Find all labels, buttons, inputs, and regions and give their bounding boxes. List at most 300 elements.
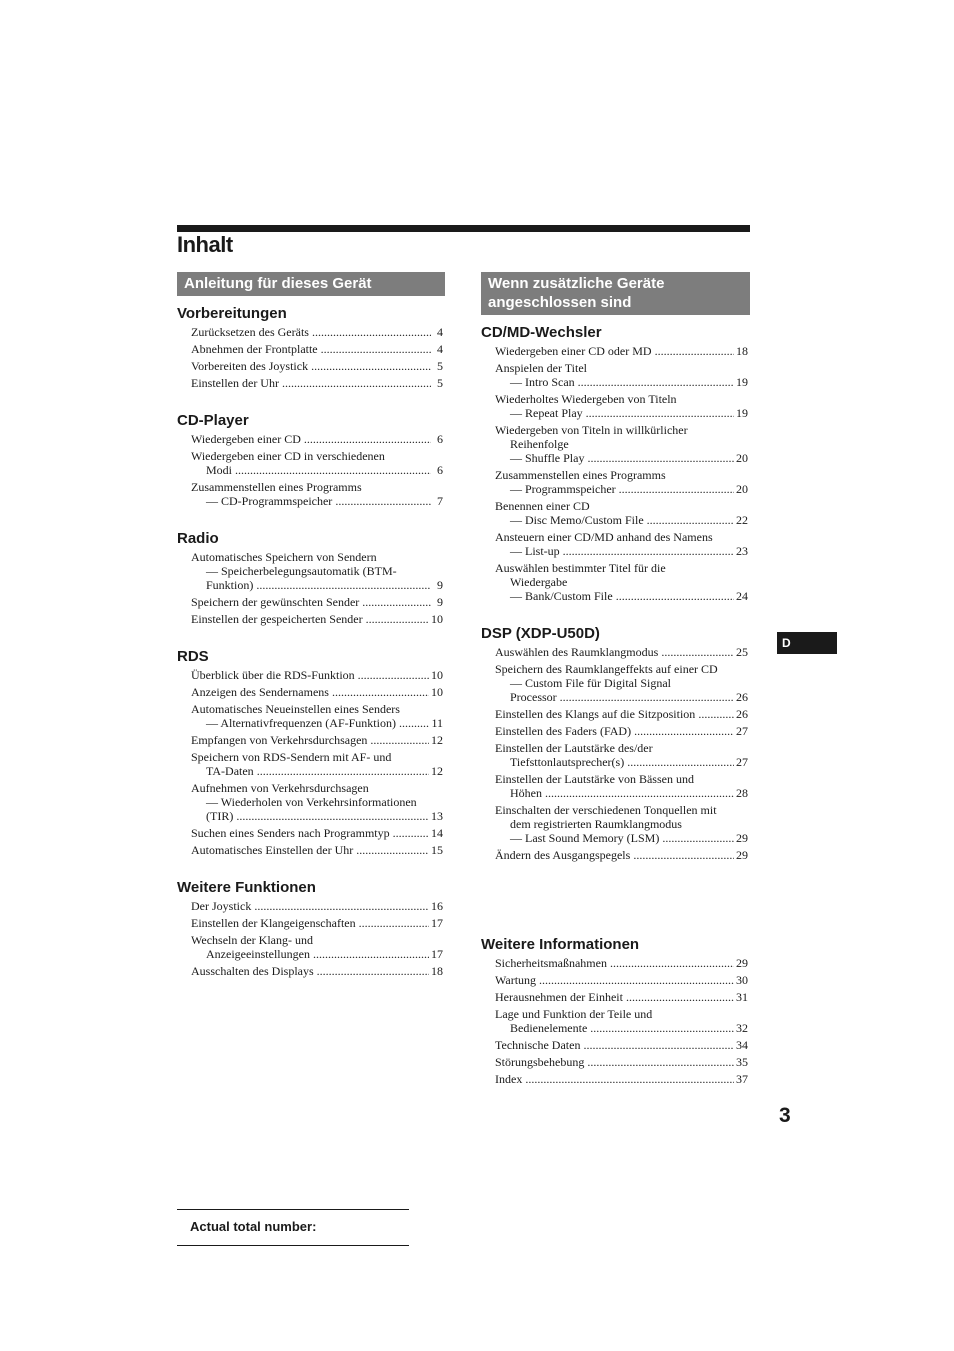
toc-section bbox=[177, 648, 445, 857]
toc-section bbox=[177, 530, 445, 626]
toc-entry bbox=[191, 685, 443, 699]
toc-leader-dots bbox=[586, 406, 734, 420]
toc-entry-line bbox=[495, 817, 748, 831]
toc-entry-text: Wiederholtes Wiedergeben von Titeln bbox=[495, 392, 677, 406]
toc-page-number: 35 bbox=[736, 1055, 748, 1069]
toc-leader-dots bbox=[634, 724, 734, 738]
toc-entry-line bbox=[495, 499, 748, 513]
page-title: Inhalt bbox=[177, 232, 233, 257]
right-column bbox=[481, 272, 750, 1108]
toc-leader-dots bbox=[627, 755, 734, 769]
toc-entry-line bbox=[495, 690, 748, 704]
toc-entry bbox=[495, 561, 748, 603]
toc-entry-line bbox=[495, 1055, 748, 1069]
toc-entry bbox=[191, 595, 443, 609]
toc-page-number: 18 bbox=[431, 964, 443, 978]
toc-entry-text: Einstellen der gespeicherten Sender bbox=[191, 612, 363, 626]
toc-page-number: 9 bbox=[437, 578, 443, 592]
toc-entry-line bbox=[191, 750, 443, 764]
toc-entry-line bbox=[191, 795, 443, 809]
toc-leader-dots bbox=[583, 1038, 734, 1052]
toc-entry-text: Benennen einer CD bbox=[495, 499, 590, 513]
toc-leader-dots bbox=[313, 947, 429, 961]
toc-page-number: 10 bbox=[431, 685, 443, 699]
toc-entry-text: dem registrierten Raumklangmodus bbox=[510, 817, 682, 831]
toc-page-number: 12 bbox=[431, 733, 443, 747]
toc-page-number: 10 bbox=[431, 612, 443, 626]
toc-entry-text: Herausnehmen der Einheit bbox=[495, 990, 623, 1004]
toc-page-number: 5 bbox=[437, 359, 443, 373]
toc-entry-text: — List-up bbox=[510, 544, 560, 558]
toc-leader-dots bbox=[256, 578, 431, 592]
toc-entry bbox=[495, 499, 748, 527]
toc-entry-text: Ansteuern einer CD/MD anhand des Namens bbox=[495, 530, 713, 544]
toc-entry-line bbox=[495, 375, 748, 389]
toc-entry-line bbox=[191, 359, 443, 373]
toc-page-number: 27 bbox=[736, 755, 748, 769]
toc-page-number: 22 bbox=[736, 513, 748, 527]
section-title: CD/MD-Wechsler bbox=[481, 324, 602, 341]
toc-entry bbox=[191, 733, 443, 747]
right-banner-line-2: angeschlossen sind bbox=[488, 294, 632, 311]
toc-leader-dots bbox=[370, 733, 429, 747]
section-title: RDS bbox=[177, 648, 209, 665]
toc-entry-text: Ausschalten des Displays bbox=[191, 964, 314, 978]
toc-leader-dots bbox=[236, 809, 429, 823]
toc-entry-text: Wiedergeben einer CD in verschiedenen bbox=[191, 449, 385, 463]
toc-entry-line bbox=[191, 668, 443, 682]
toc-entry-text: Technische Daten bbox=[495, 1038, 581, 1052]
toc-entry bbox=[191, 342, 443, 356]
toc-entry-text: — Intro Scan bbox=[510, 375, 575, 389]
toc-entry-text: — Speicherbelegungsautomatik (BTM- bbox=[206, 564, 397, 578]
toc-leader-dots bbox=[317, 964, 429, 978]
toc-page-number: 18 bbox=[736, 344, 748, 358]
toc-leader-dots bbox=[545, 786, 734, 800]
toc-section bbox=[481, 324, 750, 603]
toc-entry-line bbox=[495, 741, 748, 755]
toc-entry-text: Automatisches Neueinstellen eines Senders bbox=[191, 702, 400, 716]
toc-entry-line bbox=[191, 809, 443, 823]
toc-entry-text: Tiefsttonlautsprecher(s) bbox=[510, 755, 625, 769]
toc-page-number: 12 bbox=[431, 764, 443, 778]
toc-leader-dots bbox=[257, 764, 429, 778]
toc-entry-text: Modi bbox=[206, 463, 233, 477]
toc-page-number: 10 bbox=[431, 668, 443, 682]
left-column bbox=[177, 272, 445, 1000]
toc-entry-line bbox=[191, 947, 443, 961]
toc-entry bbox=[191, 449, 443, 477]
toc-leader-dots bbox=[332, 685, 429, 699]
toc-page-number: 29 bbox=[736, 831, 748, 845]
toc-entry-text: — Bank/Custom File bbox=[510, 589, 613, 603]
section-title: CD-Player bbox=[177, 412, 249, 429]
toc-entry-line bbox=[495, 831, 748, 845]
toc-entry-line bbox=[191, 826, 443, 840]
toc-page-number: 17 bbox=[431, 916, 443, 930]
toc-entry-line bbox=[495, 406, 748, 420]
toc-entry-text: Auswählen des Raumklangmodus bbox=[495, 645, 659, 659]
toc-leader-dots bbox=[362, 595, 431, 609]
toc-entry-line bbox=[191, 899, 443, 913]
toc-entry-line bbox=[191, 685, 443, 699]
section-title: DSP (XDP-U50D) bbox=[481, 625, 600, 642]
toc-entry-line bbox=[495, 544, 748, 558]
toc-entry bbox=[495, 990, 748, 1004]
toc-entry-text: Störungsbehebung bbox=[495, 1055, 585, 1069]
toc-page-number: 27 bbox=[736, 724, 748, 738]
toc-page-number: 6 bbox=[437, 432, 443, 446]
toc-leader-dots bbox=[647, 513, 734, 527]
toc-entry-text: Suchen eines Senders nach Programmtyp bbox=[191, 826, 390, 840]
toc-entry bbox=[495, 848, 748, 862]
toc-entry bbox=[495, 724, 748, 738]
toc-entry-line bbox=[191, 432, 443, 446]
toc-entry-line bbox=[191, 612, 443, 626]
toc-page-number: 19 bbox=[736, 375, 748, 389]
toc-section bbox=[481, 625, 750, 862]
toc-section bbox=[177, 412, 445, 508]
toc-page-number: 14 bbox=[431, 826, 443, 840]
toc-entry-line bbox=[191, 781, 443, 795]
toc-entry-line bbox=[495, 662, 748, 676]
right-banner-line-1: Wenn zusätzliche Geräte bbox=[488, 275, 665, 292]
toc-leader-dots bbox=[312, 325, 431, 339]
toc-entry bbox=[191, 933, 443, 961]
toc-entry-text: Anzeigeeinstellungen bbox=[206, 947, 310, 961]
toc-entry bbox=[191, 843, 443, 857]
section-title: Weitere Informationen bbox=[481, 936, 640, 953]
toc-entry bbox=[191, 826, 443, 840]
toc-entry-line bbox=[495, 848, 748, 862]
toc-entry bbox=[495, 344, 748, 358]
toc-entry-text: Ändern des Ausgangspegels bbox=[495, 848, 631, 862]
toc-entry-line bbox=[191, 480, 443, 494]
toc-entry bbox=[495, 707, 748, 721]
toc-entry-line bbox=[191, 376, 443, 390]
toc-entry-text: Automatisches Speichern von Sendern bbox=[191, 550, 377, 564]
language-tab: D bbox=[777, 632, 837, 654]
toc-page-number: 19 bbox=[736, 406, 748, 420]
toc-entry-text: Zusammenstellen eines Programms bbox=[495, 468, 666, 482]
toc-leader-dots bbox=[626, 990, 734, 1004]
toc-entry-text: Einstellen der Lautstärke des/der bbox=[495, 741, 653, 755]
toc-page-number: 24 bbox=[736, 589, 748, 603]
toc-entry bbox=[495, 1007, 748, 1035]
toc-entry-text: — Alternativfrequenzen (AF-Funktion) bbox=[206, 716, 396, 730]
toc-entry-text: Einstellen der Uhr bbox=[191, 376, 279, 390]
toc-entry-text: Automatisches Einstellen der Uhr bbox=[191, 843, 354, 857]
toc-entry bbox=[191, 899, 443, 913]
toc-entry-line bbox=[191, 733, 443, 747]
toc-leader-dots bbox=[560, 690, 734, 704]
toc-section bbox=[177, 305, 445, 390]
toc-leader-dots bbox=[321, 342, 431, 356]
toc-entry-line bbox=[495, 645, 748, 659]
toc-page-number: 17 bbox=[431, 947, 443, 961]
toc-entry-text: — Custom File für Digital Signal bbox=[510, 676, 671, 690]
toc-entry bbox=[191, 376, 443, 390]
toc-page-number: 15 bbox=[431, 843, 443, 857]
toc-entry bbox=[495, 392, 748, 420]
toc-entry-line bbox=[495, 392, 748, 406]
toc-leader-dots bbox=[539, 973, 734, 987]
toc-leader-dots bbox=[356, 843, 429, 857]
toc-entry-text: — Disc Memo/Custom File bbox=[510, 513, 644, 527]
toc-entry-text: Wiedergabe bbox=[510, 575, 568, 589]
toc-page-number: 7 bbox=[437, 494, 443, 508]
toc-entry-line bbox=[191, 702, 443, 716]
toc-page-number: 34 bbox=[736, 1038, 748, 1052]
toc-entry bbox=[191, 750, 443, 778]
toc-entry bbox=[191, 964, 443, 978]
toc-leader-dots bbox=[616, 589, 734, 603]
page-number: 3 bbox=[779, 1104, 791, 1127]
toc-entry-text: Speichern der gewünschten Sender bbox=[191, 595, 360, 609]
toc-entry bbox=[495, 803, 748, 845]
toc-entry-line bbox=[191, 595, 443, 609]
toc-entry-line bbox=[495, 344, 748, 358]
toc-entry-line bbox=[191, 564, 443, 578]
toc-leader-dots bbox=[282, 376, 431, 390]
toc-entry-line bbox=[495, 786, 748, 800]
toc-page-number: 25 bbox=[736, 645, 748, 659]
toc-leader-dots bbox=[633, 848, 734, 862]
toc-entry bbox=[495, 1055, 748, 1069]
toc-entry-line bbox=[191, 463, 443, 477]
toc-entry-text: — CD-Programmspeicher bbox=[206, 494, 333, 508]
toc-page-number: 20 bbox=[736, 482, 748, 496]
left-banner: Anleitung für dieses Gerät bbox=[177, 272, 445, 296]
toc-entry-text: Auswählen bestimmter Titel für die bbox=[495, 561, 666, 575]
toc-entry bbox=[191, 359, 443, 373]
toc-section bbox=[177, 879, 445, 978]
toc-entry-text: Anspielen der Titel bbox=[495, 361, 587, 375]
toc-entry bbox=[495, 1038, 748, 1052]
toc-leader-dots bbox=[358, 668, 429, 682]
toc-leader-dots bbox=[311, 359, 431, 373]
toc-page-number: 32 bbox=[736, 1021, 748, 1035]
toc-entry bbox=[191, 325, 443, 339]
toc-entry-line bbox=[495, 513, 748, 527]
toc-entry-text: Zusammenstellen eines Programms bbox=[191, 480, 362, 494]
toc-entry-line bbox=[495, 423, 748, 437]
toc-entry-text: Reihenfolge bbox=[510, 437, 569, 451]
toc-page-number: 26 bbox=[736, 707, 748, 721]
toc-entry-text: Processor bbox=[510, 690, 557, 704]
toc-entry-line bbox=[495, 1021, 748, 1035]
toc-leader-dots bbox=[366, 612, 429, 626]
section-title: Weitere Funktionen bbox=[177, 879, 316, 896]
toc-leader-dots bbox=[304, 432, 431, 446]
toc-entry-text: Wiedergeben einer CD oder MD bbox=[495, 344, 652, 358]
toc-page-number: 29 bbox=[736, 848, 748, 862]
toc-entry-text: Sicherheitsmaßnahmen bbox=[495, 956, 607, 970]
toc-page-number: 20 bbox=[736, 451, 748, 465]
toc-entry-text: — Repeat Play bbox=[510, 406, 583, 420]
toc-page-number: 13 bbox=[431, 809, 443, 823]
toc-leader-dots bbox=[661, 645, 734, 659]
toc-entry-line bbox=[495, 1072, 748, 1086]
toc-entry bbox=[495, 973, 748, 987]
toc-entry bbox=[191, 668, 443, 682]
toc-entry bbox=[191, 781, 443, 823]
toc-entry-text: Lage und Funktion der Teile und bbox=[495, 1007, 653, 1021]
toc-entry-line bbox=[191, 916, 443, 930]
toc-entry-text: Abnehmen der Frontplatte bbox=[191, 342, 318, 356]
toc-leader-dots bbox=[578, 375, 734, 389]
toc-entry-text: Index bbox=[495, 1072, 523, 1086]
toc-entry bbox=[495, 1072, 748, 1086]
toc-entry bbox=[495, 645, 748, 659]
toc-entry-text: Anzeigen des Sendernamens bbox=[191, 685, 329, 699]
toc-leader-dots bbox=[525, 1072, 734, 1086]
toc-entry-line bbox=[191, 449, 443, 463]
toc-entry bbox=[191, 702, 443, 730]
toc-entry-text: TA-Daten bbox=[206, 764, 254, 778]
toc-entry-text: — Programmspeicher bbox=[510, 482, 616, 496]
right-sections bbox=[481, 324, 750, 1086]
toc-entry bbox=[495, 956, 748, 970]
toc-entry bbox=[191, 550, 443, 592]
toc-entry-text: — Shuffle Play bbox=[510, 451, 585, 465]
toc-entry-line bbox=[495, 1007, 748, 1021]
toc-leader-dots bbox=[393, 826, 429, 840]
toc-entry bbox=[495, 361, 748, 389]
toc-leader-dots bbox=[587, 1055, 734, 1069]
toc-leader-dots bbox=[254, 899, 429, 913]
toc-entry-text: Wiedergeben einer CD bbox=[191, 432, 301, 446]
toc-entry-line bbox=[495, 956, 748, 970]
top-rule bbox=[177, 225, 750, 232]
toc-leader-dots bbox=[698, 707, 734, 721]
toc-entry-line bbox=[495, 707, 748, 721]
toc-entry-text: Wartung bbox=[495, 973, 537, 987]
toc-entry-text: — Wiederholen von Verkehrsinformationen bbox=[206, 795, 417, 809]
toc-page-number: 30 bbox=[736, 973, 748, 987]
toc-entry-line bbox=[191, 933, 443, 947]
toc-page-number: 6 bbox=[437, 463, 443, 477]
toc-entry-line bbox=[191, 964, 443, 978]
right-banner bbox=[481, 272, 750, 315]
toc-entry bbox=[191, 612, 443, 626]
toc-page-number: 11 bbox=[431, 716, 443, 730]
toc-entry-line bbox=[495, 451, 748, 465]
footer-label: Actual total number: bbox=[190, 1219, 317, 1234]
toc-entry bbox=[495, 741, 748, 769]
toc-entry-line bbox=[495, 772, 748, 786]
toc-leader-dots bbox=[587, 451, 734, 465]
toc-entry-line bbox=[191, 578, 443, 592]
toc-entry-text: Zurücksetzen des Geräts bbox=[191, 325, 309, 339]
toc-entry-line bbox=[495, 361, 748, 375]
toc-entry-text: Wiedergeben von Titeln in willkürlicher bbox=[495, 423, 688, 437]
toc-leader-dots bbox=[399, 716, 429, 730]
toc-page-number: 37 bbox=[736, 1072, 748, 1086]
toc-entry-line bbox=[495, 575, 748, 589]
section-title: Radio bbox=[177, 530, 219, 547]
toc-page-number: 4 bbox=[437, 342, 443, 356]
toc-entry-text: Höhen bbox=[510, 786, 542, 800]
toc-page-number: 4 bbox=[437, 325, 443, 339]
toc-entry-line bbox=[495, 755, 748, 769]
toc-page-number: 23 bbox=[736, 544, 748, 558]
toc-entry-text: — Last Sound Memory (LSM) bbox=[510, 831, 660, 845]
toc-entry-line bbox=[495, 676, 748, 690]
toc-page-number: 9 bbox=[437, 595, 443, 609]
toc-leader-dots bbox=[610, 956, 734, 970]
toc-entry bbox=[191, 432, 443, 446]
toc-entry-text: Wechseln der Klang- und bbox=[191, 933, 313, 947]
toc-entry-line bbox=[191, 550, 443, 564]
toc-entry-text: Speichern des Raumklangeffekts auf einer CD bbox=[495, 662, 718, 676]
toc-entry-text: Einschalten der verschiedenen Tonquellen mit bbox=[495, 803, 717, 817]
toc-leader-dots bbox=[655, 344, 734, 358]
toc-entry-line bbox=[495, 482, 748, 496]
toc-entry bbox=[191, 480, 443, 508]
toc-entry-line bbox=[191, 494, 443, 508]
toc-entry-text: Überblick über die RDS-Funktion bbox=[191, 668, 355, 682]
toc-section bbox=[481, 936, 750, 1086]
toc-entry-text: Der Joystick bbox=[191, 899, 252, 913]
toc-entry-line bbox=[495, 724, 748, 738]
toc-entry bbox=[495, 772, 748, 800]
toc-leader-dots bbox=[590, 1021, 734, 1035]
toc-page-number: 26 bbox=[736, 690, 748, 704]
section-title: Vorbereitungen bbox=[177, 305, 287, 322]
toc-entry-line bbox=[191, 843, 443, 857]
toc-entry bbox=[191, 916, 443, 930]
toc-entry-line bbox=[495, 973, 748, 987]
toc-entry-text: Einstellen der Klangeigenschaften bbox=[191, 916, 356, 930]
toc-entry-line bbox=[191, 325, 443, 339]
toc-page-number: 28 bbox=[736, 786, 748, 800]
toc-entry-text: (TIR) bbox=[206, 809, 234, 823]
toc-entry-line bbox=[495, 803, 748, 817]
toc-entry-line bbox=[495, 437, 748, 451]
toc-entry-line bbox=[495, 1038, 748, 1052]
toc-page-number: 29 bbox=[736, 956, 748, 970]
toc-page-number: 31 bbox=[736, 990, 748, 1004]
toc-entry-line bbox=[495, 468, 748, 482]
toc-entry-text: Einstellen der Lautstärke von Bässen und bbox=[495, 772, 694, 786]
toc-entry bbox=[495, 423, 748, 465]
toc-entry-line bbox=[191, 716, 443, 730]
toc-page-number: 16 bbox=[431, 899, 443, 913]
toc-page-number: 5 bbox=[437, 376, 443, 390]
toc-entry-text: Speichern von RDS-Sendern mit AF- und bbox=[191, 750, 392, 764]
toc-entry-text: Funktion) bbox=[206, 578, 254, 592]
toc-leader-dots bbox=[619, 482, 734, 496]
toc-entry-text: Einstellen des Faders (FAD) bbox=[495, 724, 632, 738]
left-sections bbox=[177, 305, 445, 978]
toc-leader-dots bbox=[662, 831, 734, 845]
toc-leader-dots bbox=[563, 544, 734, 558]
toc-entry bbox=[495, 530, 748, 558]
toc-entry-line bbox=[495, 530, 748, 544]
toc-leader-dots bbox=[235, 463, 431, 477]
toc-entry-text: Vorbereiten des Joystick bbox=[191, 359, 309, 373]
toc-entry-line bbox=[495, 589, 748, 603]
toc-entry bbox=[495, 662, 748, 704]
toc-leader-dots bbox=[359, 916, 429, 930]
toc-entry-text: Aufnehmen von Verkehrsdurchsagen bbox=[191, 781, 369, 795]
toc-entry-text: Empfangen von Verkehrsdurchsagen bbox=[191, 733, 368, 747]
toc-entry-line bbox=[495, 990, 748, 1004]
toc-entry-text: Bedienelemente bbox=[510, 1021, 588, 1035]
toc-leader-dots bbox=[335, 494, 431, 508]
footer-box bbox=[177, 1209, 409, 1246]
